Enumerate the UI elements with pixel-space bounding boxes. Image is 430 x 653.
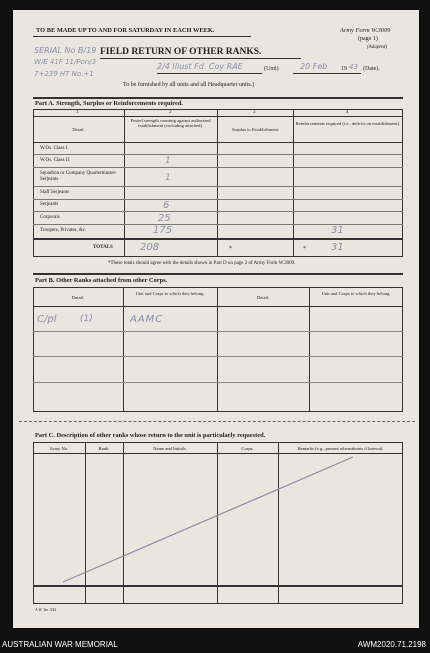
part-b-col-detail-2: Detail. xyxy=(256,295,270,300)
col-number-1: 1 xyxy=(76,110,79,115)
part-a-heading: Part A. Strength, Surplus or Reinforcements required. xyxy=(35,100,183,107)
totals-posted: 208 xyxy=(140,242,160,253)
form-sheet xyxy=(13,10,419,628)
totals-reinforcements: 31 xyxy=(331,242,344,253)
part-b-col-unit-1: Unit and Corps to which they belong. xyxy=(135,291,205,296)
year-prefix: 19 xyxy=(341,66,347,72)
archive-footer xyxy=(0,638,430,653)
footer-source: AUSTRALIAN WAR MEMORIAL xyxy=(2,640,118,649)
serial-note-3: 7+239 HT No.+1 xyxy=(34,70,94,78)
part-c-col-army-no: Army No. xyxy=(49,446,69,451)
part-c-col-remarks: Remarks (e.g., present whereabouts if known). xyxy=(297,446,384,451)
attached-corps: AAMC xyxy=(130,314,164,325)
footer-accession: AWM2020.71.2198 xyxy=(357,640,426,649)
serial-note-1: SERIAL No B/19 xyxy=(34,46,97,55)
totals-surplus: * xyxy=(229,246,232,252)
part-b-heading: Part B. Other Ranks attached from other Corps. xyxy=(35,277,168,284)
reinforcements-value: 31 xyxy=(331,225,344,236)
instruction: To be furnished by all units and all Headquarter units.) xyxy=(123,82,255,88)
posted-value: 1 xyxy=(165,156,171,166)
top-note: TO BE MADE UP TO AND FOR SATURDAY IN EACH WEEK. xyxy=(36,27,215,34)
row-label: W.Os. Class II. xyxy=(40,158,71,163)
print-code: A.W. 3m. 3/43 xyxy=(35,608,57,612)
part-b-col-detail-1: Detail. xyxy=(71,295,85,300)
row-label: Corporals xyxy=(40,215,60,220)
row-label: W.Os. Class I. xyxy=(40,146,69,151)
adapted-note: (Adapted) xyxy=(367,45,387,50)
col-header-posted: Posted strength counting against authorized establishment (excluding attached). xyxy=(130,118,211,128)
part-c-col-name: Name and Initials. xyxy=(153,446,187,451)
page-ref: (page 1) xyxy=(358,36,378,42)
part-c-col-rank: Rank. xyxy=(98,446,110,451)
date-value: 20 Feb xyxy=(300,62,328,71)
part-c-col-corps: Corps. xyxy=(241,446,254,451)
unit-label: (Unit) xyxy=(264,66,279,72)
form-ref: Army Form W.3009 xyxy=(340,27,391,34)
date-label: (Date). xyxy=(363,66,380,72)
col-number-4: 4 xyxy=(346,110,349,115)
row-label: Serjeants xyxy=(40,202,59,207)
part-b-col-unit-2: Unit and Corps to which they belong. xyxy=(321,291,391,296)
totals-reinf-marker: * xyxy=(303,246,306,252)
col-header-reinforcements: Reinforcements required (i.e., deficits on establishment). xyxy=(295,121,401,126)
col-header-surplus: Surplus to Establishment. xyxy=(231,127,280,132)
serial-note-2: W/E 41F 11/Pon/3 xyxy=(34,58,97,66)
posted-value: 175 xyxy=(153,225,173,236)
posted-value: 6 xyxy=(163,200,170,211)
row-label: Troopers, Privates, &c. xyxy=(40,228,87,233)
col-number-2: 2 xyxy=(169,110,172,115)
attached-rank: C/pl xyxy=(37,314,57,325)
part-c-heading: Part C. Description of other ranks whose return to the unit is particularly requested. xyxy=(35,432,266,439)
col-header-detail: Detail. xyxy=(72,127,85,132)
totals-label: TOTALS xyxy=(93,245,113,250)
part-a-footnote: *These totals should agree with the details shown in Part D on page 2 of Army Form W.3009. xyxy=(108,261,296,266)
posted-value: 25 xyxy=(158,213,171,224)
row-label: Staff Serjeants xyxy=(40,190,70,195)
posted-value: 1 xyxy=(165,173,171,183)
col-number-3: 3 xyxy=(253,110,256,115)
unit-value: 2/4 Illust Fd. Coy RAE xyxy=(157,62,243,71)
year-value: 43 xyxy=(349,63,358,71)
attached-count: (1) xyxy=(80,314,93,324)
row-label: Squadron or Company Quartermaster-Serjeants xyxy=(40,171,117,182)
form-title: FIELD RETURN OF OTHER RANKS. xyxy=(100,47,262,57)
cancel-stroke xyxy=(13,10,419,628)
